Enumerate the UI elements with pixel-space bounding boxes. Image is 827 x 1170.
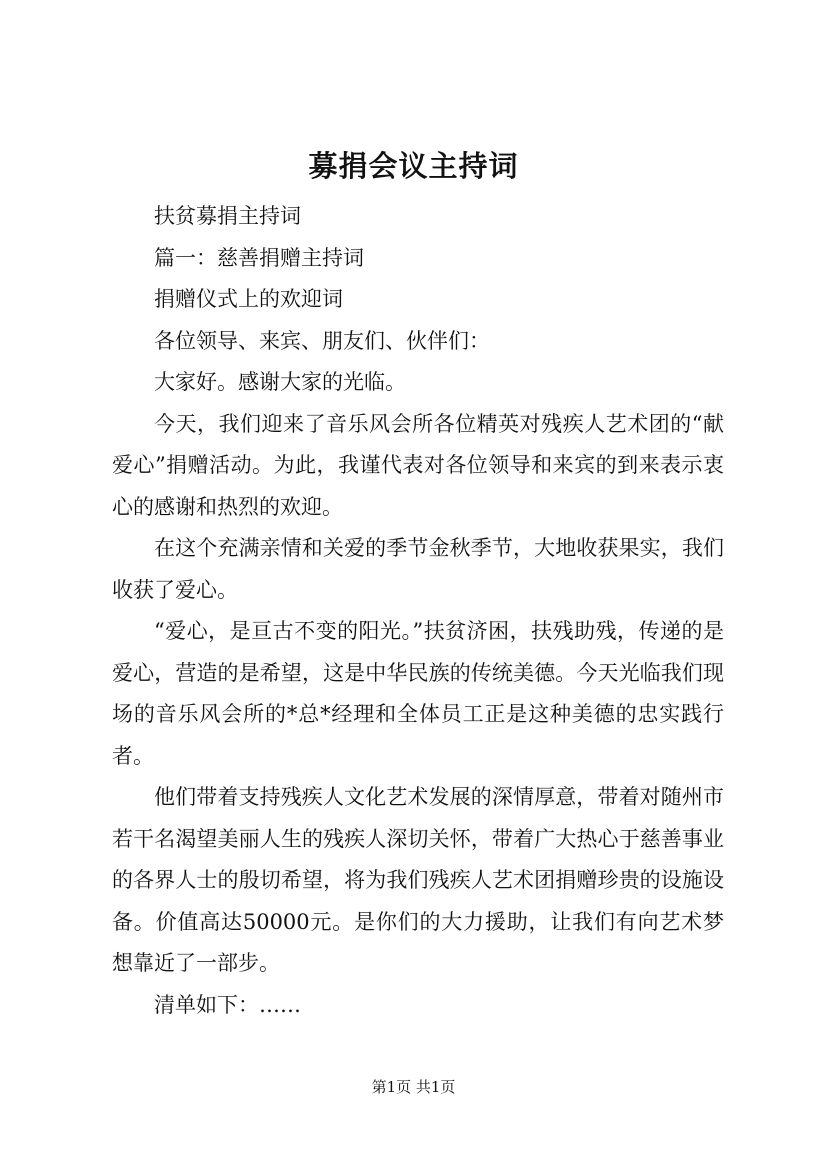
page-footer: 第1页 共1页 [371, 1078, 456, 1096]
paragraph: 大家好。感谢大家的光临。 [154, 370, 406, 394]
document-body [112, 196, 724, 1026]
paragraph: “爱心，是亘古不变的阳光。”扶贫济困，扶残助残，传递的是爱心，营造的是希望，这是中华民族的传统美德。今天光临我们现场的音乐风会所的*总*经理和全体员工正是这种美德的忠实践行者。 [112, 619, 724, 768]
paragraph: 清单如下：…… [154, 992, 301, 1017]
paragraph: 各位领导、来宾、朋友们、伙伴们： [154, 328, 490, 353]
document-title: 募捐会议主持词 [308, 149, 519, 183]
paragraph: 在这个充满亲情和关爱的季节金秋季节，大地收获果实，我们收获了爱心。 [112, 536, 724, 602]
paragraph: 今天，我们迎来了音乐风会所各位精英对残疾人艺术团的“献爱心”捐赠活动。为此，我谨代表对各位领导和来宾的到来表示衷心的感谢和热烈的欢迎。 [112, 411, 724, 519]
paragraph: 篇一：慈善捐赠主持词 [154, 245, 364, 270]
paragraph: 捐赠仪式上的欢迎词 [154, 287, 343, 311]
paragraph: 他们带着支持残疾人文化艺术发展的深情厚意，带着对随州市若干名渴望美丽人生的残疾人深切关怀，带着广大热心于慈善事业的各界人士的殷切希望，将为我们残疾人艺术团捐赠珍贵的设施设备。价值高达50000元。是你们的大力援助，让我们有向艺术梦想靠近了一部步。 [112, 785, 724, 975]
paragraph: 扶贫募捐主持词 [154, 204, 301, 228]
